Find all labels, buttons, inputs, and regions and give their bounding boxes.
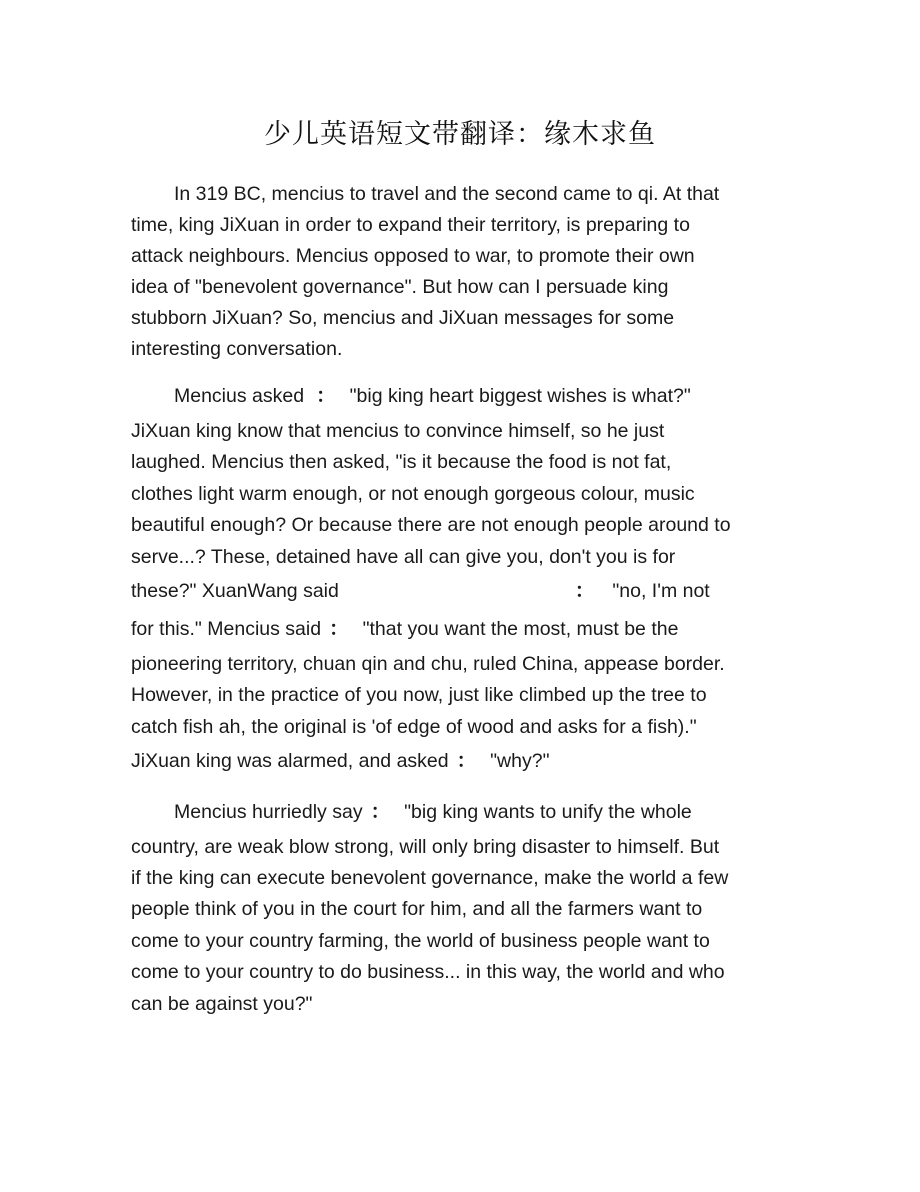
quote-text: "no, I'm not bbox=[612, 580, 710, 602]
paragraph-line: come to your country farming, the world of business people want to bbox=[131, 930, 710, 952]
paragraph-line: attack neighbours. Mencius opposed to war, to promote their own bbox=[131, 245, 695, 267]
paragraph-line: interesting conversation. bbox=[131, 338, 343, 360]
body-text: JiXuan king was alarmed, and asked bbox=[131, 750, 449, 772]
quote-text: "that you want the most, must be the bbox=[362, 618, 679, 640]
colon-mark: ： bbox=[316, 384, 336, 407]
paragraph-line: In 319 BC, mencius to travel and the second came to qi. At that bbox=[174, 183, 720, 205]
paragraph-line: pioneering territory, chuan qin and chu, ruled China, appease border. bbox=[131, 653, 725, 675]
paragraph-line bbox=[174, 800, 692, 824]
paragraph-line: time, king JiXuan in order to expand their territory, is preparing to bbox=[131, 214, 690, 236]
paragraph-line bbox=[131, 749, 550, 773]
paragraph-line: catch fish ah, the original is 'of edge of wood and asks for a fish)." bbox=[131, 716, 697, 738]
paragraph-line bbox=[174, 384, 691, 408]
colon-mark: ： bbox=[574, 579, 595, 602]
quote-text: "why?" bbox=[490, 750, 550, 772]
paragraph-line: JiXuan king know that mencius to convince himself, so he just bbox=[131, 420, 665, 442]
paragraph-line: can be against you?" bbox=[131, 993, 313, 1015]
paragraph-line: stubborn JiXuan? So, mencius and JiXuan messages for some bbox=[131, 307, 675, 329]
paragraph-line: idea of "benevolent governance". But how can I persuade king bbox=[131, 276, 669, 298]
speaker-text: Mencius hurriedly say bbox=[174, 801, 363, 823]
paragraph-line bbox=[131, 579, 710, 603]
paragraph-line: country, are weak blow strong, will only bring disaster to himself. But bbox=[131, 836, 720, 858]
colon-mark: ： bbox=[456, 749, 477, 772]
paragraph-line bbox=[131, 617, 678, 641]
body-text: for this." Mencius said bbox=[131, 618, 322, 640]
paragraph-line: if the king can execute benevolent governance, make the world a few bbox=[131, 867, 729, 889]
colon-mark: ： bbox=[370, 800, 391, 823]
body-text: these?" XuanWang said bbox=[131, 580, 339, 602]
paragraph-line: people think of you in the court for him, and all the farmers want to bbox=[131, 898, 703, 920]
paragraph-line: clothes light warm enough, or not enough gorgeous colour, music bbox=[131, 483, 695, 505]
colon-mark: ： bbox=[329, 617, 349, 640]
paragraph-line: beautiful enough? Or because there are not enough people around to bbox=[131, 514, 731, 536]
document-title: 少儿英语短文带翻译：缘木求鱼 bbox=[264, 119, 656, 150]
paragraph-line: However, in the practice of you now, just like climbed up the tree to bbox=[131, 684, 707, 706]
paragraph-line: laughed. Mencius then asked, "is it because the food is not fat, bbox=[131, 451, 672, 473]
paragraph-line: serve...? These, detained have all can give you, don't you is for bbox=[131, 546, 676, 568]
speaker-text: Mencius asked bbox=[174, 385, 305, 407]
quote-text: "big king wants to unify the whole bbox=[404, 801, 692, 823]
quote-text: "big king heart biggest wishes is what?" bbox=[349, 385, 691, 407]
paragraph-line: come to your country to do business... in this way, the world and who bbox=[131, 961, 725, 983]
